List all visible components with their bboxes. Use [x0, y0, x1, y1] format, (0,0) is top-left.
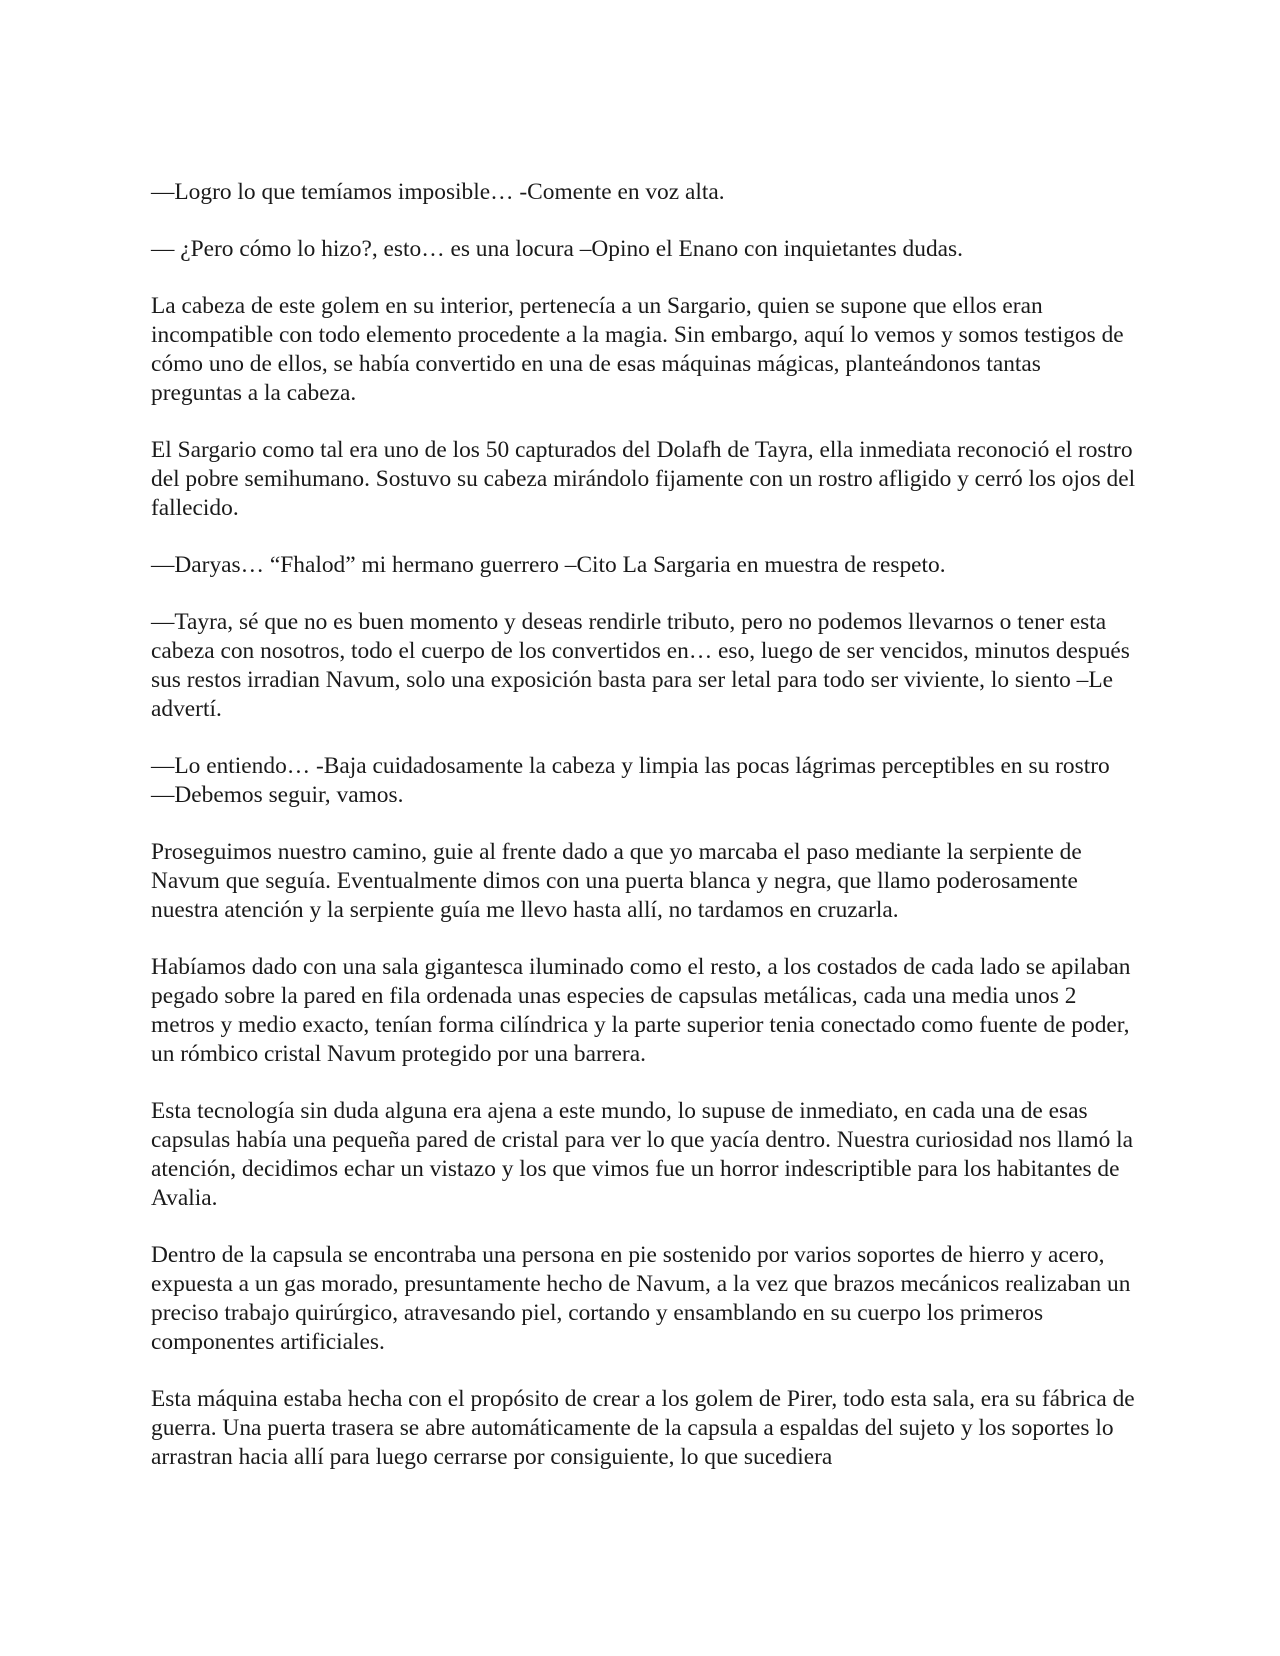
paragraph-5: —Daryas… “Fhalod” mi hermano guerrero –Cito La Sargaria en muestra de respeto.: [151, 552, 946, 578]
paragraph-7: —Lo entiendo… -Baja cuidadosamente la cabeza y limpia las pocas lágrimas perceptibles en su rostro —Debemos seguir, vamos.: [151, 753, 1110, 808]
paragraph-11: Dentro de la capsula se encontraba una persona en pie sostenido por varios soportes de hierro y acero, expuesta a un gas morado, presuntamente hecho de Navum, a la vez que brazos mecánicos realizaban un preciso trabajo quirúrgico, atravesando piel, cortando y ensamblando en su cuerpo los primeros componentes artificiales.: [151, 1242, 1131, 1355]
paragraph-1: —Logro lo que temíamos imposible… -Comente en voz alta.: [151, 179, 725, 205]
paragraph-6: —Tayra, sé que no es buen momento y deseas rendirle tributo, pero no podemos llevarnos o tener esta cabeza con nosotros, todo el cuerpo de los convertidos en… eso, luego de ser vencidos, minutos después sus restos irradian Navum, solo una exposición basta para ser letal para todo ser viviente, lo siento –Le advertí.: [151, 609, 1130, 722]
paragraph-2: — ¿Pero cómo lo hizo?, esto… es una locura –Opino el Enano con inquietantes dudas.: [151, 236, 963, 262]
paragraph-3: La cabeza de este golem en su interior, pertenecía a un Sargario, quien se supone que ellos eran incompatible con todo elemento procedente a la magia. Sin embargo, aquí lo vemos y somos testigos de cómo uno de ellos, se había convertido en una de esas máquinas mágicas, planteándonos tantas preguntas a la cabeza.: [151, 293, 1124, 406]
paragraph-9: Habíamos dado con una sala gigantesca iluminado como el resto, a los costados de cada lado se apilaban pegado sobre la pared en fila ordenada unas especies de capsulas metálicas, cada una media unos 2 metros y medio exacto, tenían forma cilíndrica y la parte superior tenia conectado como fuente de poder, un rómbico cristal Navum protegido por una barrera.: [151, 954, 1131, 1067]
paragraph-4: El Sargario como tal era uno de los 50 capturados del Dolafh de Tayra, ella inmediata reconoció el rostro del pobre semihumano. Sostuvo su cabeza mirándolo fijamente con un rostro afligido y cerró los ojos del fallecido.: [151, 437, 1136, 521]
paragraph-12: Esta máquina estaba hecha con el propósito de crear a los golem de Pirer, todo esta sala, era su fábrica de guerra. Una puerta trasera se abre automáticamente de la capsula a espaldas del sujeto y los soportes lo arrastran hacia allí para luego cerrarse por consiguiente, lo que sucediera: [151, 1386, 1135, 1470]
paragraph-10: Esta tecnología sin duda alguna era ajena a este mundo, lo supuse de inmediato, en cada una de esas capsulas había una pequeña pared de cristal para ver lo que yacía dentro. Nuestra curiosidad nos llamó la atención, decidimos echar un vistazo y los que vimos fue un horror indescriptible para los habitantes de Avalia.: [151, 1098, 1134, 1211]
document-body: [151, 178, 1136, 1472]
paragraph-8: Proseguimos nuestro camino, guie al frente dado a que yo marcaba el paso mediante la serpiente de Navum que seguía. Eventualmente dimos con una puerta blanca y negra, que llamo poderosamente nuestra atención y la serpiente guía me llevo hasta allí, no tardamos en cruzarla.: [151, 839, 1082, 923]
